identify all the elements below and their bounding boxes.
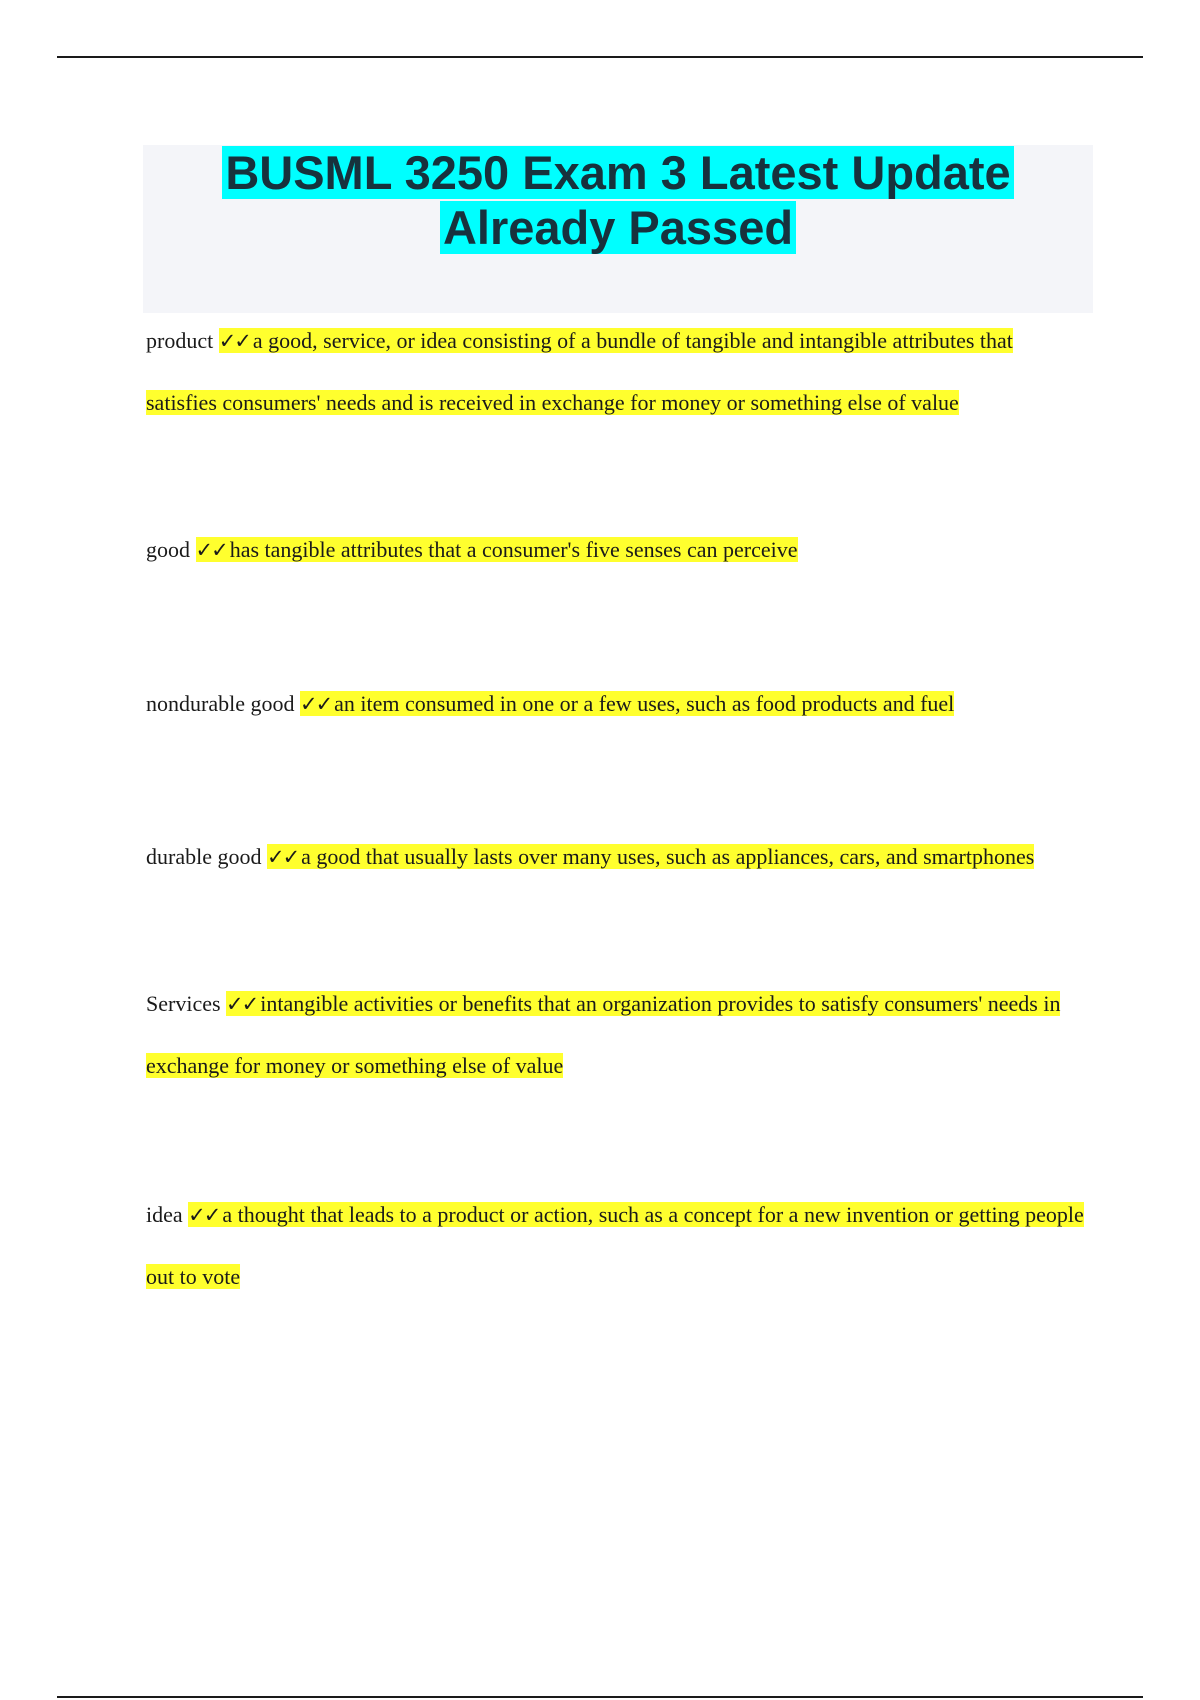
definition-entry-good [146,519,1086,581]
double-check-icon: ✓✓ [218,329,250,353]
entry-definition: an item consumed in one or a few uses, such as food products and fuel [334,691,955,716]
top-rule [57,56,1143,58]
title-line-2: Already Passed [440,201,796,254]
double-check-icon: ✓✓ [188,1203,220,1227]
entry-term: good [146,537,190,562]
definition-entry-services [146,973,1086,1096]
entry-definition-highlight [196,537,798,562]
entry-definition: a thought that leads to a product or action, such as a concept for a new invention or getting people out to vote [146,1202,1084,1289]
entry-definition-highlight [146,1202,1084,1289]
entry-definition: has tangible attributes that a consumer's five senses can perceive [229,537,798,562]
title-line-1: BUSML 3250 Exam 3 Latest Update [222,146,1013,199]
entry-definition: a good, service, or idea consisting of a bundle of tangible and intangible attributes that satisfies consumers' needs and is received in exchange for money or something else of value [146,328,1013,415]
entry-definition-highlight [267,844,1034,869]
entry-term: Services [146,991,221,1016]
double-check-icon: ✓✓ [226,992,258,1016]
document-title [143,145,1093,255]
entry-term: product [146,328,214,353]
entry-definition-highlight [300,691,954,716]
definition-entry-product [146,310,1086,433]
double-check-icon: ✓✓ [299,692,332,716]
definition-entry-durable-good [146,826,1086,888]
entry-definition-highlight [146,328,1013,415]
entry-definition-highlight [146,991,1060,1078]
entry-term: durable good [146,844,262,869]
entry-term: idea [146,1202,183,1227]
double-check-icon: ✓✓ [195,538,227,562]
definitions-list [146,310,1086,1307]
definition-entry-nondurable-good [146,673,1086,735]
double-check-icon: ✓✓ [266,845,299,869]
entry-term: nondurable good [146,691,295,716]
definition-entry-idea [146,1184,1086,1307]
bottom-rule [57,1696,1143,1698]
entry-definition: a good that usually lasts over many uses, such as appliances, cars, and smartphones [301,844,1035,869]
entry-definition: intangible activities or benefits that an organization provides to satisfy consumers' needs in exchange for money or something else of value [146,991,1061,1078]
